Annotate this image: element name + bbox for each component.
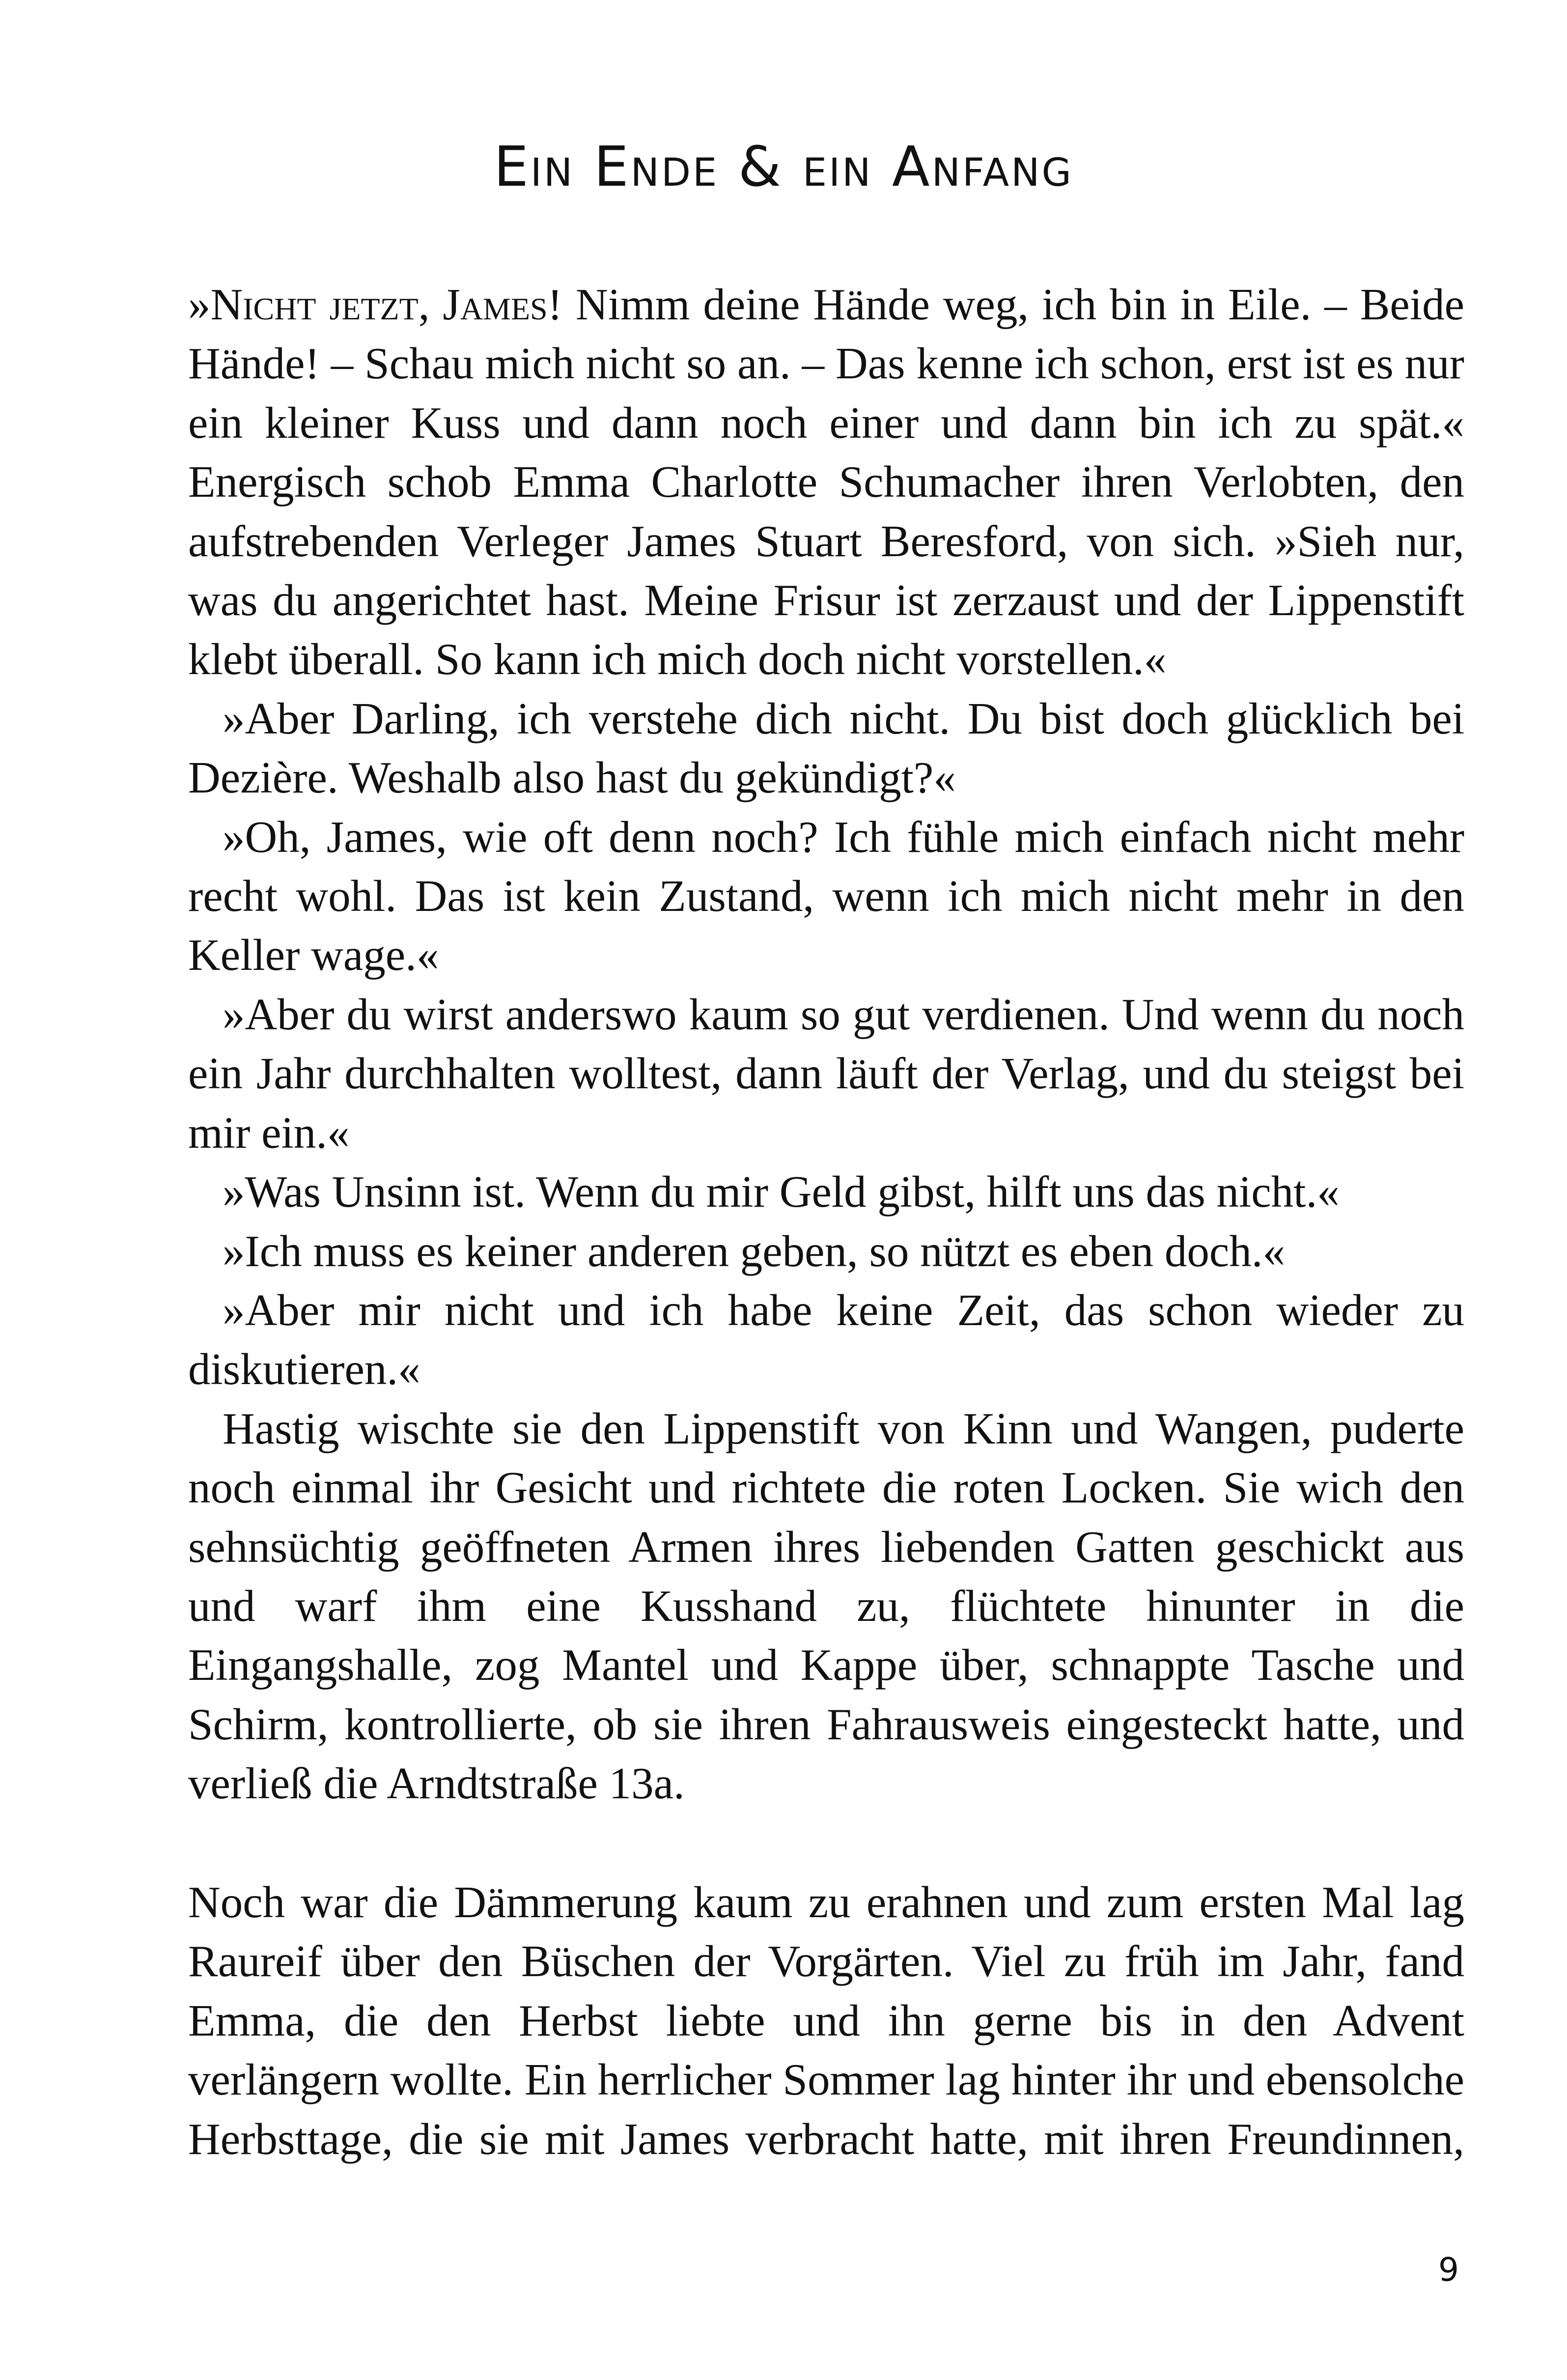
paragraph: »Oh, James, wie oft denn noch? Ich fühle mich einfach nicht mehr recht wohl. Das ist kein Zustand, wenn ich mich nicht mehr in den Keller wage.« bbox=[188, 812, 1464, 980]
paragraph: »Aber Darling, ich verstehe dich nicht. Du bist doch glücklich bei Dezière. Weshalb also hast du gekündigt?« bbox=[188, 693, 1464, 803]
paragraph: »Aber mir nicht und ich habe keine Zeit, das schon wieder zu diskutieren.« bbox=[188, 1285, 1464, 1394]
paragraph: Noch war die Dämmerung kaum zu erahnen und zum ersten Mal lag Raureif über den Büschen der Vorgärten. Viel zu früh im Jahr, fand Emma, die den Herbst liebte und ihn gerne bis in den Advent verlängern wollte. Ein herrlicher Sommer lag hinter ihr und ebensolche Herbsttage, die sie mit James verbracht hatte, mit ihren Freundinnen, bbox=[188, 1877, 1464, 2164]
body-text-section-2 bbox=[188, 1873, 1464, 2169]
paragraph-text: Nimm deine Hände weg, ich bin in Eile. – Beide Hände! – Schau mich nicht so an. – Das kenne ich schon, erst ist es nur ein kleiner Kuss und dann noch einer und dann bin ich zu spät.« Energisch schob Emma Charlotte Schumacher ihren Verlobten, den aufstrebenden Verleger James Stuart Beresford, von sich. »Sieh nur, was du angerichtet hast. Meine Frisur ist zerzaust und der Lippenstift klebt überall. So kann ich mich doch nicht vorstellen.« bbox=[188, 280, 1464, 684]
chapter-title: Ein Ende & ein Anfang bbox=[494, 135, 1073, 199]
body-text-section-1 bbox=[188, 275, 1464, 1813]
paragraph: »Aber du wirst anderswo kaum so gut verdienen. Und wenn du noch ein Jahr durchhalten wolltest, dann läuft der Verlag, und du steigst bei mir ein.« bbox=[188, 989, 1464, 1158]
paragraph bbox=[188, 275, 1464, 689]
page-number: 9 bbox=[1438, 2251, 1459, 2289]
paragraph: »Was Unsinn ist. Wenn du mir Geld gibst, hilft uns das nicht.« bbox=[223, 1167, 1340, 1217]
paragraph: Hastig wischte sie den Lippenstift von Kinn und Wangen, puderte noch einmal ihr Gesicht und richtete die roten Locken. Sie wich den sehnsüchtig geöffneten Armen ihres liebenden Gatten geschickt aus und warf ihm eine Kusshand zu, flüchtete hinunter in die Eingangshalle, zog Mantel und Kappe über, schnappte Tasche und Schirm, kontrollierte, ob sie ihren Fahrausweis eingesteckt hatte, und verließ die Arndtstraße 13a. bbox=[188, 1403, 1464, 1809]
paragraph: »Ich muss es keiner anderen geben, so nützt es eben doch.« bbox=[223, 1226, 1286, 1276]
paragraph-lead-smallcaps: »Nicht jetzt, James! bbox=[188, 280, 562, 329]
